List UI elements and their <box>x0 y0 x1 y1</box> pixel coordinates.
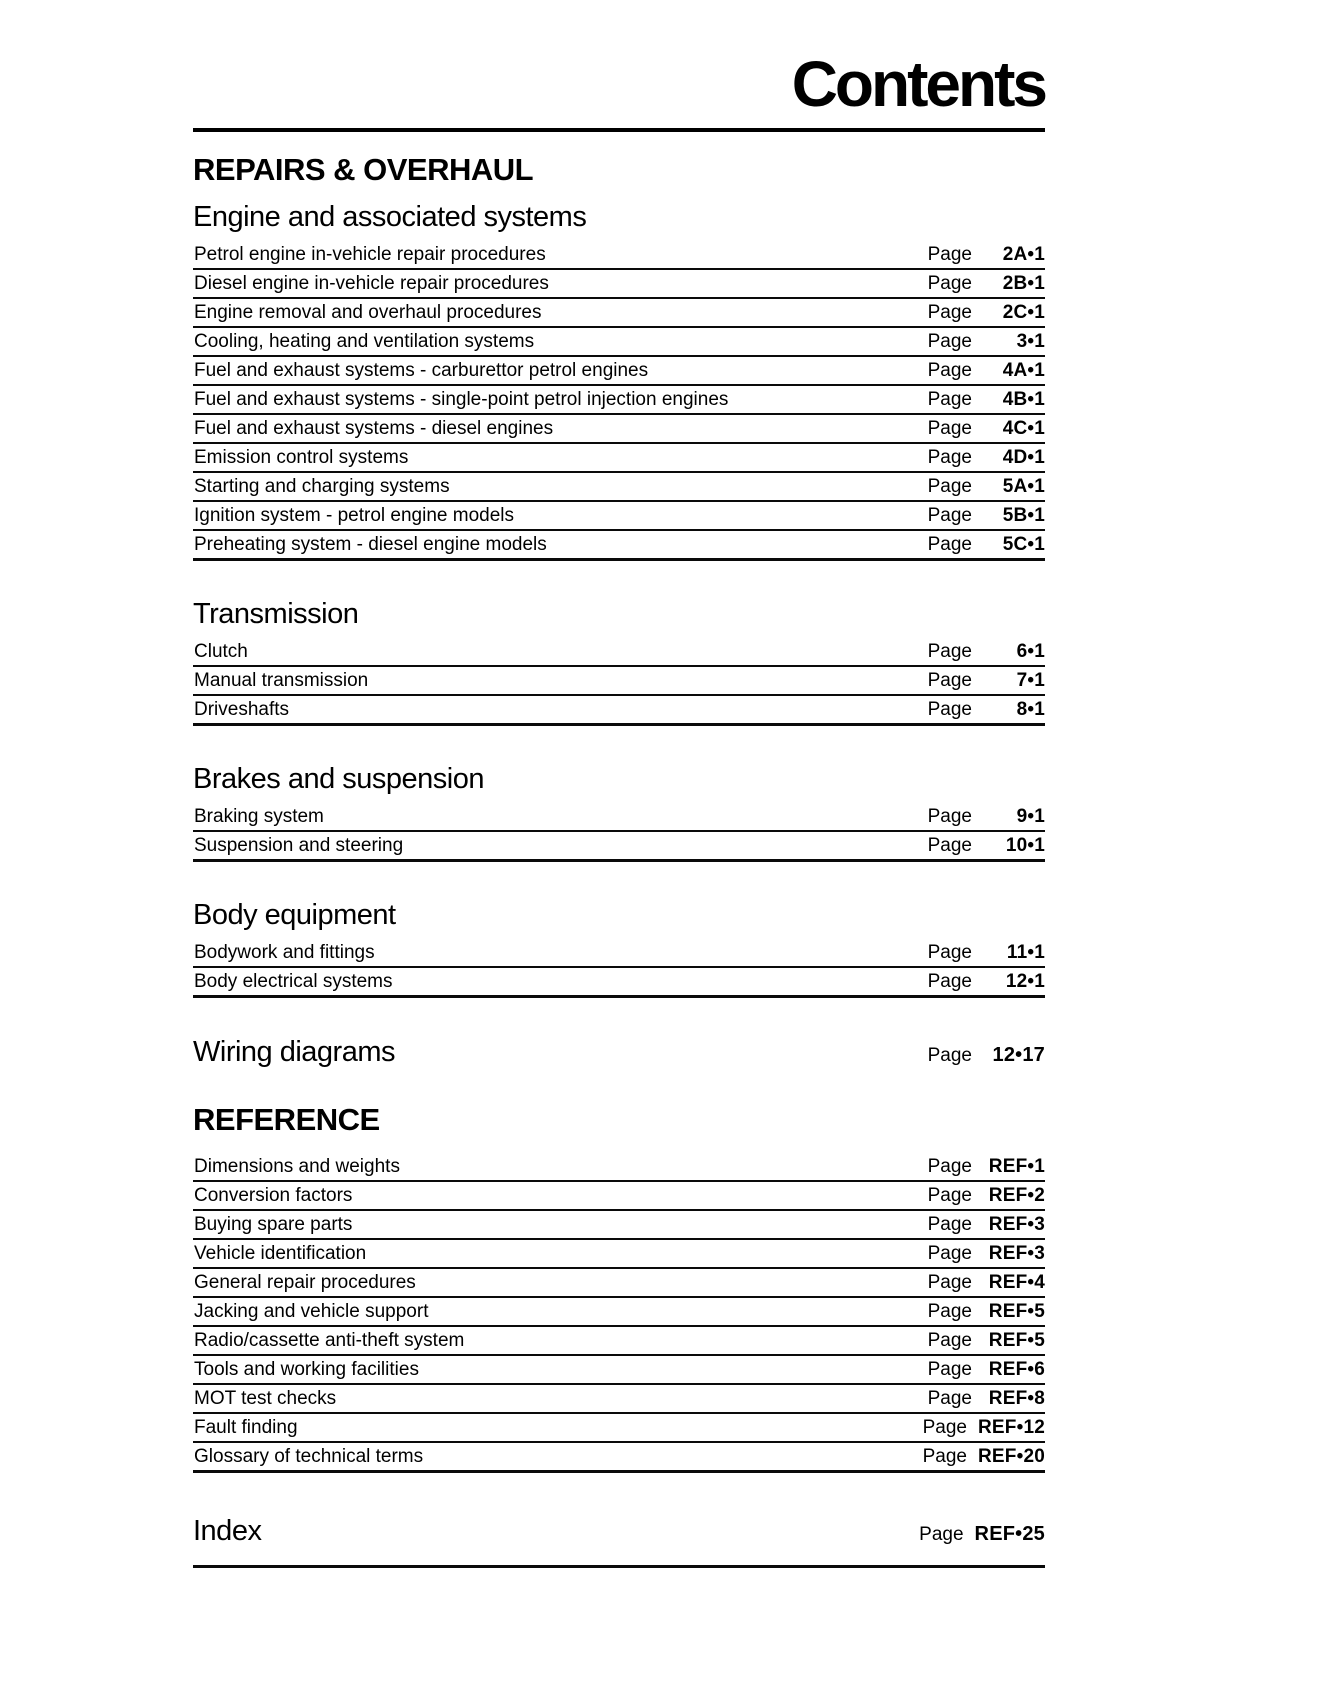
page-ref <box>928 332 1045 351</box>
page-ref <box>928 700 1045 719</box>
toc-entry-label: Jacking and vehicle support <box>194 1301 429 1322</box>
page-word: Page <box>927 1330 972 1351</box>
group-heading-transmission: Transmission <box>193 598 359 630</box>
page-word: Page <box>927 1214 972 1235</box>
page-number: REF•6 <box>988 1359 1045 1380</box>
page-number: REF•2 <box>988 1185 1045 1206</box>
page-word: Page <box>927 942 972 963</box>
page-ref <box>928 642 1045 661</box>
page-word: Page <box>927 1359 972 1380</box>
page-number: 2A•1 <box>1002 244 1045 265</box>
page-number: 4D•1 <box>1002 447 1045 468</box>
page-number: 8•1 <box>1016 699 1045 720</box>
page-ref <box>928 303 1045 322</box>
toc-row <box>193 696 1045 726</box>
toc-entry-label: Buying spare parts <box>194 1214 353 1235</box>
wiring-diagrams-row <box>193 1036 1045 1069</box>
toc-entry-label: Dimensions and weights <box>194 1156 400 1177</box>
page-ref <box>928 448 1045 467</box>
toc-row <box>193 803 1045 832</box>
toc-row <box>193 473 1045 502</box>
page-number: REF•25 <box>974 1523 1045 1545</box>
page-title: Contents <box>193 0 1045 132</box>
engine-rows <box>193 241 1045 561</box>
toc-entry-label: Driveshafts <box>194 699 290 720</box>
page-number: REF•4 <box>988 1272 1045 1293</box>
reference-rows <box>193 1153 1045 1473</box>
page-number: 5C•1 <box>1002 534 1045 555</box>
group-heading-index: Index <box>193 1515 262 1547</box>
toc-row <box>193 444 1045 473</box>
toc-entry-label: Fault finding <box>194 1417 298 1438</box>
toc-row <box>193 386 1045 415</box>
page-word: Page <box>927 476 972 497</box>
page-number: REF•5 <box>988 1330 1045 1351</box>
page-word: Page <box>927 418 972 439</box>
part-heading-reference: REFERENCE <box>193 1102 380 1137</box>
page-word: Page <box>927 1045 972 1066</box>
page-number: 5B•1 <box>1002 505 1045 526</box>
page-word: Page <box>927 971 972 992</box>
page-number: 12•1 <box>1005 971 1045 992</box>
page-number: 4A•1 <box>1002 360 1045 381</box>
page-ref <box>928 1157 1045 1176</box>
group-heading-wiring: Wiring diagrams <box>193 1036 395 1068</box>
transmission-rows <box>193 638 1045 726</box>
toc-row <box>193 357 1045 386</box>
toc-entry-label: General repair procedures <box>194 1272 416 1293</box>
page-word: Page <box>927 699 972 720</box>
toc-entry-label: Fuel and exhaust systems - single-point petrol injection engines <box>194 389 729 410</box>
toc-entry-label: Starting and charging systems <box>194 476 450 497</box>
toc-row <box>193 241 1045 270</box>
toc-entry-label: MOT test checks <box>194 1388 337 1409</box>
toc-entry-label: Petrol engine in-vehicle repair procedures <box>194 244 546 265</box>
page-ref <box>928 1244 1045 1263</box>
page-number: REF•1 <box>988 1156 1045 1177</box>
page-word: Page <box>927 534 972 555</box>
page-number: REF•20 <box>978 1446 1045 1467</box>
page-ref <box>928 245 1045 264</box>
page-ref <box>919 1523 1045 1546</box>
page-number: REF•12 <box>978 1417 1045 1438</box>
page-ref <box>928 1273 1045 1292</box>
page-word: Page <box>927 1301 972 1322</box>
toc-row <box>193 1327 1045 1356</box>
page-ref <box>928 1360 1045 1379</box>
toc-row <box>193 1298 1045 1327</box>
toc-row <box>193 1211 1045 1240</box>
index-row <box>193 1515 1045 1568</box>
page-word: Page <box>927 806 972 827</box>
page-word: Page <box>919 1524 964 1545</box>
toc-row <box>193 415 1045 444</box>
toc-row <box>193 1414 1045 1443</box>
page-number: 4C•1 <box>1002 418 1045 439</box>
page-ref <box>928 419 1045 438</box>
page-ref <box>928 972 1045 991</box>
page-word: Page <box>927 331 972 352</box>
page-word: Page <box>927 1185 972 1206</box>
toc-row <box>193 1443 1045 1473</box>
part-heading-repairs: REPAIRS & OVERHAUL <box>193 152 534 187</box>
page-ref <box>928 1215 1045 1234</box>
page-ref <box>928 943 1045 962</box>
toc-row <box>193 1182 1045 1211</box>
group-transmission <box>193 598 1045 726</box>
toc-entry-label: Conversion factors <box>194 1185 353 1206</box>
toc-row <box>193 1356 1045 1385</box>
page-ref <box>928 807 1045 826</box>
page-number: REF•3 <box>988 1214 1045 1235</box>
group-body <box>193 899 1045 998</box>
toc-entry-label: Glossary of technical terms <box>194 1446 424 1467</box>
group-heading-brakes: Brakes and suspension <box>193 763 484 795</box>
page-word: Page <box>922 1417 967 1438</box>
toc-row <box>193 667 1045 696</box>
toc-entry-label: Fuel and exhaust systems - carburettor petrol engines <box>194 360 649 381</box>
group-heading-engine: Engine and associated systems <box>193 201 587 233</box>
page-number: 5A•1 <box>1002 476 1045 497</box>
page-number: 10•1 <box>1005 835 1045 856</box>
toc-row <box>193 531 1045 561</box>
toc-entry-label: Suspension and steering <box>194 835 404 856</box>
page-word: Page <box>927 641 972 662</box>
toc-row <box>193 1385 1045 1414</box>
page-number: 3•1 <box>1016 331 1045 352</box>
toc-row <box>193 1240 1045 1269</box>
page-word: Page <box>927 244 972 265</box>
toc-entry-label: Ignition system - petrol engine models <box>194 505 514 526</box>
page-ref <box>928 506 1045 525</box>
toc-entry-label: Emission control systems <box>194 447 409 468</box>
toc-entry-label: Radio/cassette anti-theft system <box>194 1330 465 1351</box>
toc-entry-label: Clutch <box>194 641 248 662</box>
toc-entry-label: Manual transmission <box>194 670 369 691</box>
toc-entry-label: Cooling, heating and ventilation systems <box>194 331 535 352</box>
toc-entry-label: Body electrical systems <box>194 971 393 992</box>
page-ref <box>928 1389 1045 1408</box>
brakes-rows <box>193 803 1045 862</box>
page-ref <box>928 1186 1045 1205</box>
page-word: Page <box>922 1446 967 1467</box>
page-number: REF•5 <box>988 1301 1045 1322</box>
page-word: Page <box>927 273 972 294</box>
page-word: Page <box>927 670 972 691</box>
page-ref <box>928 1302 1045 1321</box>
group-brakes <box>193 763 1045 862</box>
page-ref <box>928 477 1045 496</box>
toc-row <box>193 328 1045 357</box>
group-heading-body: Body equipment <box>193 899 396 931</box>
toc-entry-label: Fuel and exhaust systems - diesel engines <box>194 418 554 439</box>
page-word: Page <box>927 447 972 468</box>
page-number: 2B•1 <box>1002 273 1045 294</box>
page-word: Page <box>927 389 972 410</box>
page-word: Page <box>927 835 972 856</box>
page-ref <box>928 361 1045 380</box>
page-number: REF•8 <box>988 1388 1045 1409</box>
body-rows <box>193 939 1045 998</box>
toc-row <box>193 968 1045 998</box>
page-ref <box>928 535 1045 554</box>
toc-entry-label: Tools and working facilities <box>194 1359 419 1380</box>
page-ref <box>928 836 1045 855</box>
toc-row <box>193 1269 1045 1298</box>
page-number: 2C•1 <box>1002 302 1045 323</box>
page-word: Page <box>927 302 972 323</box>
page-word: Page <box>927 1388 972 1409</box>
page-word: Page <box>927 1156 972 1177</box>
toc-row <box>193 299 1045 328</box>
page-number: 12•17 <box>992 1044 1045 1066</box>
page-ref <box>928 671 1045 690</box>
toc-row <box>193 502 1045 531</box>
toc-entry-label: Engine removal and overhaul procedures <box>194 302 542 323</box>
page-number: 4B•1 <box>1002 389 1045 410</box>
page-ref <box>928 1044 1045 1067</box>
toc-row <box>193 638 1045 667</box>
toc-entry-label: Preheating system - diesel engine models <box>194 534 547 555</box>
page-number: 6•1 <box>1016 641 1045 662</box>
page-number: 11•1 <box>1006 942 1045 963</box>
page-ref <box>928 390 1045 409</box>
page-number: 9•1 <box>1016 806 1045 827</box>
toc-row <box>193 832 1045 862</box>
toc-entry-label: Bodywork and fittings <box>194 942 375 963</box>
page-ref <box>923 1447 1045 1466</box>
page-number: REF•3 <box>988 1243 1045 1264</box>
page-word: Page <box>927 505 972 526</box>
page-ref <box>928 1331 1045 1350</box>
page-ref <box>928 274 1045 293</box>
page-number: 7•1 <box>1016 670 1045 691</box>
contents-column <box>193 0 1045 1568</box>
toc-row <box>193 939 1045 968</box>
page-word: Page <box>927 360 972 381</box>
toc-entry-label: Braking system <box>194 806 324 827</box>
toc-row <box>193 270 1045 299</box>
page-word: Page <box>927 1272 972 1293</box>
page-ref <box>923 1418 1045 1437</box>
page-word: Page <box>927 1243 972 1264</box>
toc-entry-label: Vehicle identification <box>194 1243 367 1264</box>
toc-entry-label: Diesel engine in-vehicle repair procedures <box>194 273 549 294</box>
toc-row <box>193 1153 1045 1182</box>
group-engine <box>193 201 1045 561</box>
